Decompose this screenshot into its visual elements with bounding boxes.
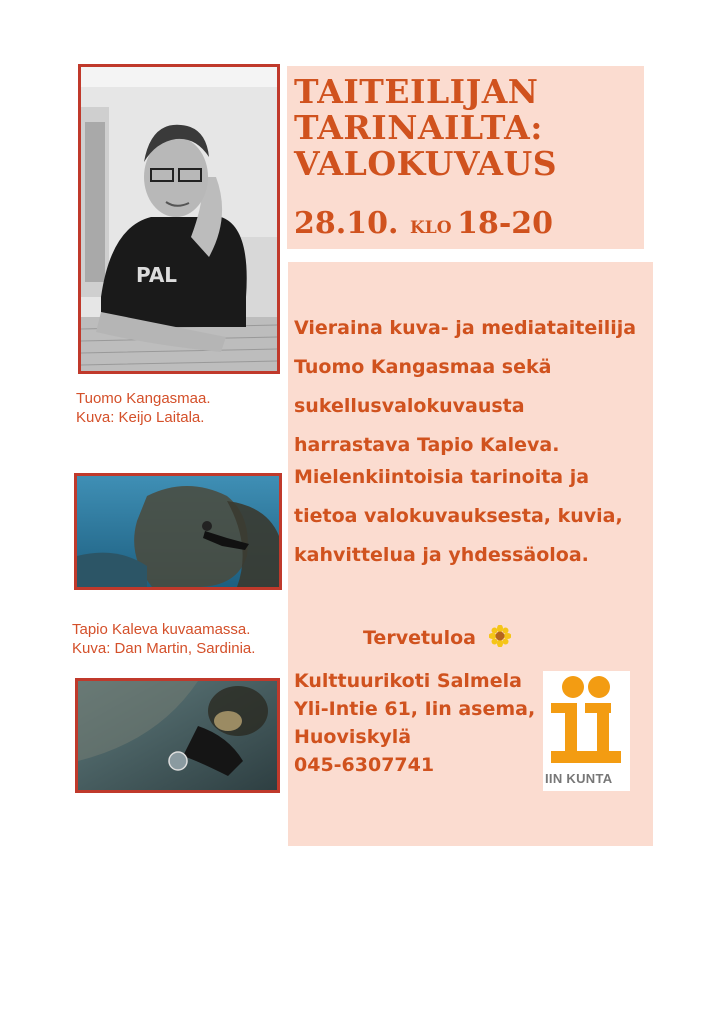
portrait-photo xyxy=(78,64,280,374)
logo-label: IIN KUNTA xyxy=(545,771,613,786)
welcome-label: Tervetuloa xyxy=(363,627,476,649)
event-time: 18-20 xyxy=(457,206,554,241)
venue-name: Kulttuurikoti Salmela xyxy=(294,670,522,692)
street-address: Yli-Intie 61, Iin asema, xyxy=(294,698,536,720)
phone-number: 045-6307741 xyxy=(294,754,435,776)
intro-line: Vieraina kuva- ja mediataiteilija xyxy=(294,317,637,339)
welcome-text xyxy=(363,625,511,652)
photo1-caption-credit: Kuva: Keijo Laitala. xyxy=(76,409,205,426)
intro-line: sukellusvalokuvausta xyxy=(294,395,525,417)
title-line-1: TAITEILIJAN xyxy=(294,72,539,111)
title-panel xyxy=(287,66,644,249)
detail-text xyxy=(294,458,623,575)
intro-text xyxy=(294,309,636,465)
diver-photo-2 xyxy=(75,678,280,793)
intro-line: Tuomo Kangasmaa sekä xyxy=(294,356,552,378)
svg-text:PAL: PAL xyxy=(136,263,178,287)
photo1-caption xyxy=(76,389,211,427)
iin-kunta-logo xyxy=(543,671,630,791)
address-block xyxy=(294,667,535,779)
village-name: Huoviskylä xyxy=(294,726,412,748)
event-datetime xyxy=(294,206,553,241)
detail-line: tietoa valokuvauksesta, kuvia, xyxy=(294,505,623,527)
detail-line: kahvittelua ja yhdessäoloa. xyxy=(294,544,589,566)
detail-line: Mielenkiintoisia tarinoita ja xyxy=(294,466,590,488)
title-line-3: VALOKUVAUS xyxy=(294,144,558,183)
iin-logo-icon xyxy=(543,671,630,769)
title-line-2: TARINAILTA: xyxy=(294,108,543,147)
event-date: 28.10. xyxy=(294,206,399,241)
diver-photo-1 xyxy=(74,473,282,590)
klo-label: KLO xyxy=(409,218,452,238)
intro-line: harrastava Tapio Kaleva. xyxy=(294,434,560,456)
photo2-caption-credit: Kuva: Dan Martin, Sardinia. xyxy=(72,640,256,657)
sunflower-icon xyxy=(489,625,511,652)
photo2-caption-name: Tapio Kaleva kuvaamassa. xyxy=(72,621,251,638)
photo2-caption xyxy=(72,620,255,658)
photo1-caption-name: Tuomo Kangasmaa. xyxy=(76,390,211,407)
